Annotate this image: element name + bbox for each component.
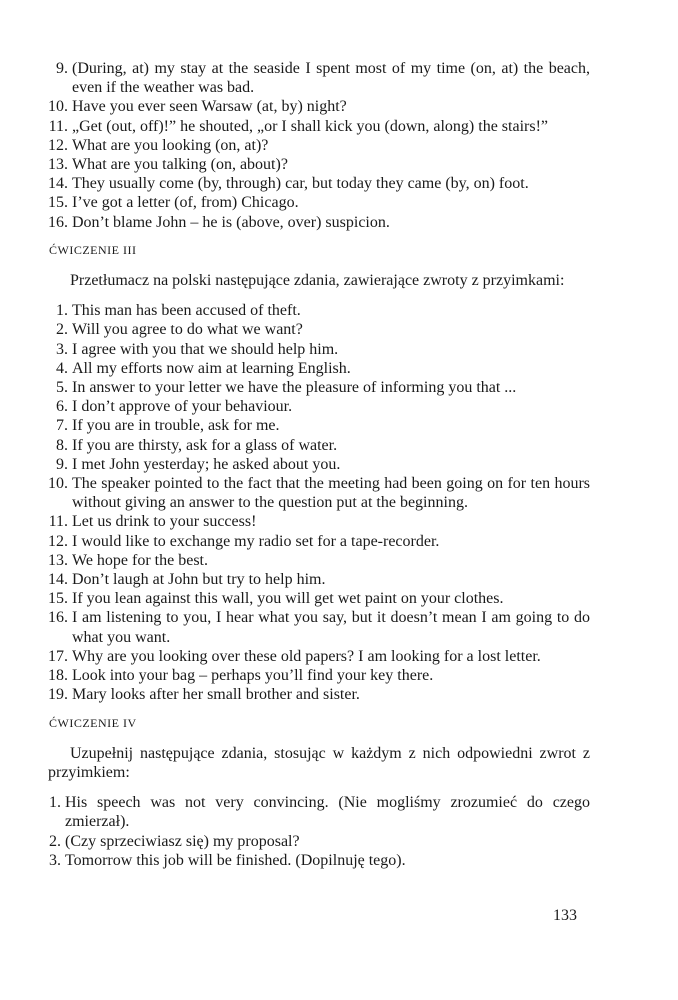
document-page (0, 59, 678, 870)
list-item (0, 608, 678, 646)
list-item (0, 532, 678, 551)
item-number: 14. (48, 175, 68, 193)
item-number: 1. (49, 794, 61, 812)
item-text: Don’t blame John – he is (above, over) suspicion. (72, 213, 390, 231)
item-text: I’ve got a letter (of, from) Chicago. (72, 194, 299, 212)
item-number: 4. (56, 359, 68, 377)
exercise-iii-list (0, 301, 678, 704)
item-text: Let us drink to your success! (72, 513, 257, 531)
item-number: 16. (48, 213, 68, 231)
item-text: What are you talking (on, about)? (72, 156, 288, 174)
item-number: 12. (48, 136, 68, 154)
item-text: In answer to your letter we have the pleasure of informing you that ... (72, 379, 517, 397)
item-text: (During, at) my stay at the seaside I spent most of my time (on, at) the beach, even if the weather was bad. (72, 60, 590, 97)
item-text: I agree with you that we should help him. (72, 340, 339, 358)
item-text: They usually come (by, through) car, but today they came (by, on) foot. (72, 175, 529, 193)
list-item (0, 136, 678, 155)
item-number: 10. (48, 475, 68, 493)
item-text: I would like to exchange my radio set for a tape-recorder. (72, 532, 440, 550)
list-item (0, 174, 678, 193)
page-number: 133 (553, 907, 577, 924)
item-text: Mary looks after her small brother and sister. (72, 686, 360, 704)
item-number: 7. (56, 417, 68, 435)
item-text: I don’t approve of your behaviour. (72, 398, 293, 416)
item-number: 11. (48, 117, 68, 135)
item-number: 18. (48, 667, 68, 685)
item-number: 10. (48, 98, 68, 116)
item-number: 3. (56, 340, 68, 358)
list-item (0, 193, 678, 212)
item-text: Have you ever seen Warsaw (at, by) night? (72, 98, 347, 116)
exercise-iii-instructions: Przetłumacz na polski następujące zdania, zawierające zwroty z przyimkami: (70, 272, 565, 290)
list-item (0, 117, 678, 136)
list-item (0, 512, 678, 531)
item-number: 17. (48, 647, 68, 665)
item-text: If you are in trouble, ask for me. (72, 417, 280, 435)
exercise-iii-heading: ĆWICZENIE III (49, 242, 137, 257)
item-number: 1. (56, 302, 68, 320)
item-text: This man has been accused of theft. (72, 302, 301, 320)
exercise-prev-list (0, 59, 678, 232)
list-item (0, 455, 678, 474)
item-text: We hope for the best. (72, 551, 208, 569)
item-number: 2. (56, 321, 68, 339)
list-item (0, 474, 678, 512)
list-item (0, 851, 678, 870)
list-item (0, 397, 678, 416)
item-number: 12. (48, 532, 68, 550)
item-text: His speech was not very convincing. (Nie mogliśmy zrozumieć do czego zmierzał). (65, 794, 590, 831)
item-text: Look into your bag – perhaps you’ll find your key there. (72, 667, 434, 685)
list-item (0, 589, 678, 608)
list-item (0, 436, 678, 455)
item-number: 9. (56, 455, 68, 473)
item-number: 6. (56, 398, 68, 416)
item-number: 15. (48, 194, 68, 212)
list-item (0, 647, 678, 666)
item-number: 5. (56, 379, 68, 397)
list-item (0, 832, 678, 851)
exercise-iv-heading: ĆWICZENIE IV (49, 715, 137, 730)
item-text: The speaker pointed to the fact that the meeting had been going on for ten hours without giving an answer to the question put at the beginning. (72, 475, 590, 512)
exercise-iv-instructions: Uzupełnij następujące zdania, stosując w każdym z nich odpowiedni zwrot z przyimkiem: (48, 744, 590, 781)
item-text: Will you agree to do what we want? (72, 321, 303, 339)
item-text: „Get (out, off)!” he shouted, „or I shall kick you (down, along) the stairs!” (72, 117, 549, 135)
item-number: 11. (48, 513, 68, 531)
item-number: 16. (48, 609, 68, 627)
item-text: If you lean against this wall, you will get wet paint on your clothes. (72, 590, 504, 608)
item-number: 19. (48, 686, 68, 704)
list-item (0, 378, 678, 397)
item-number: 2. (49, 832, 61, 850)
item-text: All my efforts now aim at learning English. (72, 359, 351, 377)
list-item (0, 570, 678, 589)
item-text: Tomorrow this job will be finished. (Dopilnuję tego). (65, 851, 406, 869)
item-text: Why are you looking over these old papers? I am looking for a lost letter. (72, 647, 541, 665)
item-number: 8. (56, 436, 68, 454)
list-item (0, 359, 678, 378)
list-item (0, 301, 678, 320)
list-item (0, 340, 678, 359)
list-item (0, 551, 678, 570)
exercise-iv-list (0, 793, 678, 870)
list-item (0, 320, 678, 339)
list-item (0, 155, 678, 174)
item-text: Don’t laugh at John but try to help him. (72, 571, 326, 589)
list-item (0, 666, 678, 685)
item-text: (Czy sprzeciwiasz się) my proposal? (65, 832, 300, 850)
list-item (0, 59, 678, 97)
item-text: I am listening to you, I hear what you say, but it doesn’t mean I am going to do what you want. (72, 609, 590, 646)
list-item (0, 685, 678, 704)
item-number: 15. (48, 590, 68, 608)
item-text: What are you looking (on, at)? (72, 136, 269, 154)
item-text: If you are thirsty, ask for a glass of water. (72, 436, 338, 454)
list-item (0, 97, 678, 116)
list-item (0, 213, 678, 232)
item-number: 14. (48, 571, 68, 589)
item-number: 9. (56, 60, 68, 77)
list-item (0, 793, 678, 831)
item-number: 13. (48, 551, 68, 569)
item-text: I met John yesterday; he asked about you. (72, 455, 341, 473)
item-number: 13. (48, 156, 68, 174)
list-item (0, 416, 678, 435)
item-number: 3. (49, 851, 61, 869)
